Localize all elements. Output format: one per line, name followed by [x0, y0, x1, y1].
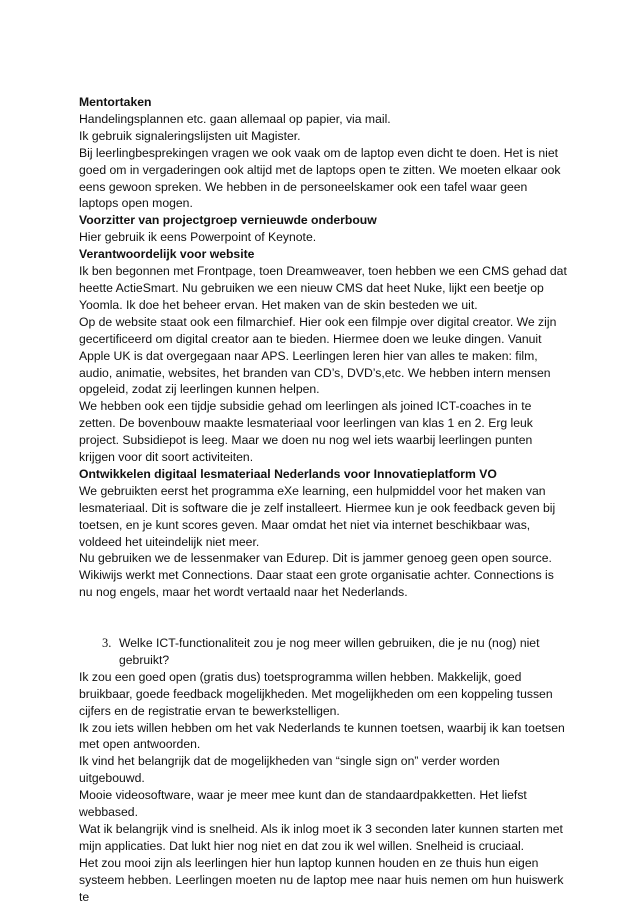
heading-mentortaken: Mentortaken: [79, 95, 152, 109]
numbered-question: [79, 635, 567, 669]
blank-line: [79, 618, 567, 635]
heading-verantwoordelijk-website: Verantwoordelijk voor website: [79, 247, 255, 262]
paragraph: We gebruikten eerst het programma eXe learning, een hulpmiddel voor het maken van lesmateriaal. Dit is software die je zelf installeert. Hiermee kun je ook feedback geven bij toetsen, en je kunt scores geven. Maar omdat het niet via internet beschikbaar was, voldeed het uiteindelijk niet meer.: [79, 483, 556, 549]
answer-paragraph: Ik zou iets willen hebben om het vak Nederlands te kunnen toetsen, waarbij ik kan toetsen met open antwoorden.: [79, 720, 565, 752]
paragraph: Nu gebruiken we de lessenmaker van Edurep. Dit is jammer genoeg geen open source. Wikiwijs werkt met Connections. Daar staat een grote organisatie achter. Connections is nu nog engels, maar het wordt vertaald naar het Nederlands.: [79, 551, 554, 600]
answer-paragraph: Mooie videosoftware, waar je meer mee kunt dan de standaardpakketten. Het liefst webbased.: [79, 788, 527, 820]
answer-paragraph: Ik zou een goed open (gratis dus) toetsprogramma willen hebben. Makkelijk, goed bruikbaar, goede feedback mogelijkheden. Met mogelijkheden om een koppeling tussen cijfers en de registratie ervan te bewerkstelligen.: [79, 669, 553, 718]
question-text: Welke ICT-functionaliteit zou je nog meer willen gebruiken, die je nu (nog) niet gebruikt?: [119, 635, 540, 667]
paragraph: Hier gebruik ik eens Powerpoint of Keynote.: [79, 230, 317, 245]
answer-paragraph: Ik vind het belangrijk dat de mogelijkheden van “single sign on” verder worden uitgebouwd.: [79, 754, 500, 786]
heading-voorzitter-projectgroep: Voorzitter van projectgroep vernieuwde onderbouw: [79, 213, 377, 228]
question-number: 3.: [102, 635, 112, 650]
answer-paragraph: Het zou mooi zijn als leerlingen hier hun laptop kunnen houden en ze thuis hun eigen systeem hebben. Leerlingen moeten nu de laptop mee naar huis nemen om hun huiswerk te: [79, 855, 564, 904]
paragraph: Ik ben begonnen met Frontpage, toen Dreamweaver, toen hebben we een CMS gehad dat heette ActieSmart. Nu gebruiken we een nieuw CMS dat heet Nuke, lijkt een beetje op Yoomla. Ik doe het beheer ervan. Het maken van de skin besteden we uit.: [79, 264, 567, 312]
paragraph: Handelingsplannen etc. gaan allemaal op papier, via mail.: [79, 111, 391, 126]
paragraph: Ik gebruik signaleringslijsten uit Magister.: [79, 128, 301, 143]
blank-line: [79, 601, 567, 618]
paragraph: Op de website staat ook een filmarchief. Hier ook een filmpje over digital creator. We zijn gecertificeerd om digital creator aan te bieden. Hiermee doen we leuke dingen. Vanuit Apple UK is dat overgegaan naar APS. Leerlingen leren hier van alles te maken: film, audio, animatie, websites, het branden van CD’s, DVD’s,etc. We hebben intern mensen opgeleid, zodat zij leerlingen kunnen helpen.: [79, 314, 557, 397]
answer-paragraph: Wat ik belangrijk vind is snelheid. Als ik inlog moet ik 3 seconden later kunnen starten met mijn applicaties. Dat lukt hier nog niet en dat zou ik wel willen. Snelheid is cruciaal.: [79, 821, 563, 853]
paragraph: Bij leerlingbesprekingen vragen we ook vaak om de laptop even dicht te doen. Het is niet goed om in vergaderingen ook altijd met de laptops open te zitten. We moeten elkaar ook eens gewoon spreken. We hebben in de personeelskamer ook een tafel waar geen laptops open mogen.: [79, 145, 561, 211]
document-page: [79, 94, 567, 905]
heading-ontwikkelen-lesmateriaal: Ontwikkelen digitaal lesmateriaal Nederlands voor Innovatieplatform VO: [79, 466, 497, 481]
paragraph: We hebben ook een tijdje subsidie gehad om leerlingen als joined ICT-coaches in te zetten. De bovenbouw maakte lesmateriaal voor leerlingen van klas 1 en 2. Erg leuk project. Subsidiepot is leeg. Maar we doen nu nog wel iets waarbij leerlingen punten krijgen voor dit soort activiteiten.: [79, 399, 533, 465]
